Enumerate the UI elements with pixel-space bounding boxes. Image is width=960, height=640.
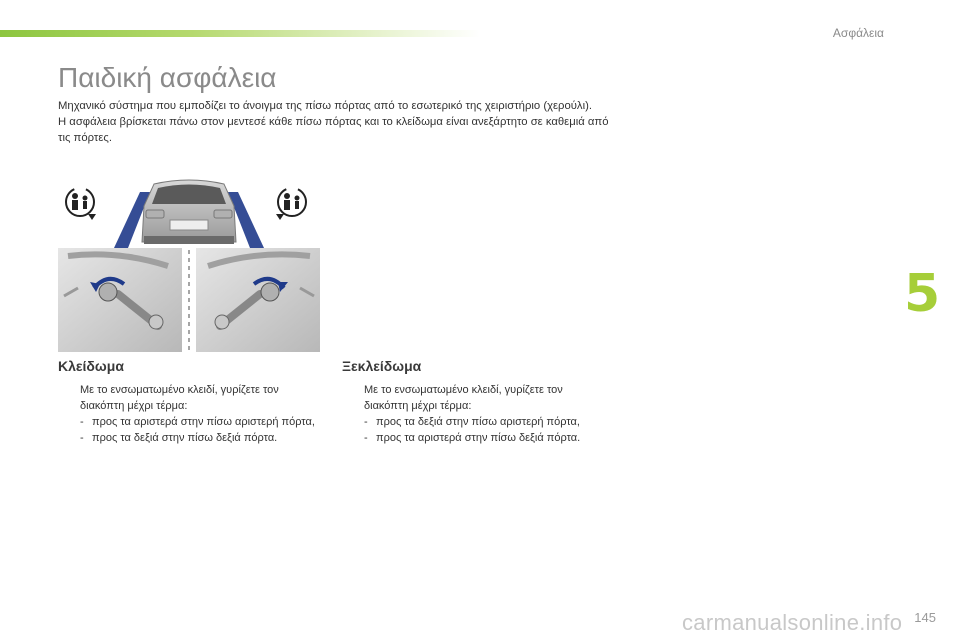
lock-instructions	[58, 382, 320, 446]
intro-paragraph-2: Η ασφάλεια βρίσκεται πάνω στον μεντεσέ κάθε πίσω πόρτας και το κλείδωμα είναι ανεξάρτητο σε καθεμιά από τις πόρτες.	[58, 116, 609, 144]
unlock-item-1-text: προς τα δεξιά στην πίσω αριστερή πόρτα,	[376, 416, 580, 428]
lock-heading: Κλείδωμα	[58, 358, 124, 374]
lock-instruction: Με το ενσωματωμένο κλειδί, γυρίζετε τον διακόπτη μέχρι τέρμα:	[80, 384, 279, 412]
left-door-lock-image	[58, 248, 182, 352]
page-title: Παιδική ασφάλεια	[58, 62, 277, 93]
list-dash: -	[364, 432, 368, 444]
watermark[interactable]: carmanualsonline.info	[682, 610, 903, 635]
unlock-item-2-text: προς τα αριστερά στην πίσω δεξιά πόρτα.	[376, 432, 581, 444]
unlock-item-2	[364, 430, 604, 446]
lock-item-2	[80, 430, 320, 446]
child-lock-illustration	[58, 176, 320, 352]
chapter-number: 5	[904, 264, 941, 324]
intro-text	[58, 98, 618, 146]
unlock-instructions	[342, 382, 604, 446]
list-dash: -	[80, 432, 84, 444]
list-dash: -	[80, 416, 84, 428]
right-door-lock-image	[196, 248, 320, 352]
unlock-instruction: Με το ενσωματωμένο κλειδί, γυρίζετε τον διακόπτη μέχρι τέρμα:	[364, 384, 563, 412]
page-number: 145	[914, 610, 936, 625]
section-name: Ασφάλεια	[832, 26, 884, 40]
intro-paragraph-1: Μηχανικό σύστημα που εμποδίζει το άνοιγμα της πίσω πόρτας από το εσωτερικό της χειριστήριο (χερούλι).	[58, 100, 592, 112]
lock-item-2-text: προς τα δεξιά στην πίσω δεξιά πόρτα.	[92, 432, 278, 444]
car-rear-image	[142, 180, 236, 244]
child-lock-icon-left	[66, 188, 96, 220]
unlock-heading: Ξεκλείδωμα	[342, 358, 422, 374]
unlock-item-1	[364, 414, 604, 430]
list-dash: -	[364, 416, 368, 428]
lock-item-1-text: προς τα αριστερά στην πίσω αριστερή πόρτα,	[92, 416, 315, 428]
child-lock-icon-right	[276, 188, 306, 220]
header-accent-bar	[0, 30, 480, 37]
lock-item-1	[80, 414, 320, 430]
